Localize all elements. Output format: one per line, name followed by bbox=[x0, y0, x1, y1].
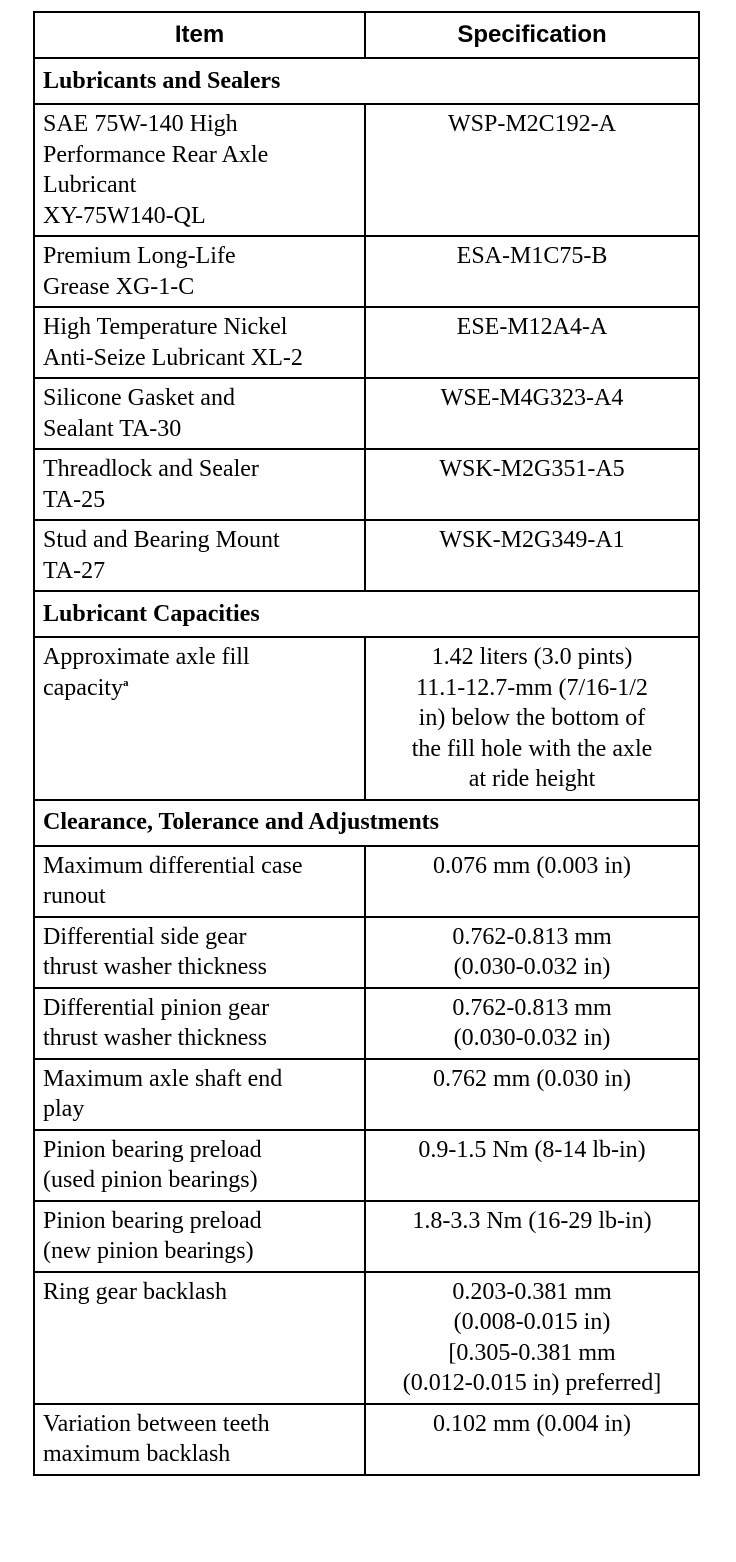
spec-line: WSP-M2C192-A bbox=[447, 111, 616, 137]
item-cell bbox=[34, 378, 365, 449]
section-row-lubricants bbox=[34, 58, 699, 104]
item-cell bbox=[34, 1059, 365, 1130]
item-line: (used pinion bearings) bbox=[43, 1167, 258, 1193]
item-line: Variation between teeth bbox=[43, 1410, 270, 1437]
spec-line: ESA-M1C75-B bbox=[456, 243, 608, 269]
spec-line: the fill hole with the axle bbox=[411, 735, 653, 762]
spec-line: 0.762-0.813 mm bbox=[452, 923, 612, 950]
spec-cell bbox=[365, 104, 699, 236]
item-line: Sealant TA-30 bbox=[43, 415, 182, 442]
spec-line: (0.030-0.032 in) bbox=[453, 1025, 611, 1051]
spec-line: (0.030-0.032 in) bbox=[453, 954, 611, 980]
footnote-marker: a bbox=[122, 676, 129, 689]
spec-cell bbox=[365, 1201, 699, 1272]
item-cell bbox=[34, 520, 365, 591]
item-cell bbox=[34, 1201, 365, 1272]
table-row bbox=[34, 637, 699, 800]
table-row bbox=[34, 307, 699, 378]
item-line: Maximum differential case bbox=[43, 852, 303, 879]
spec-cell bbox=[365, 917, 699, 988]
item-line: Pinion bearing preload bbox=[43, 1207, 262, 1234]
table-row bbox=[34, 846, 699, 917]
spec-cell bbox=[365, 1059, 699, 1130]
item-line: Performance Rear Axle bbox=[43, 141, 269, 168]
item-line: Differential pinion gear bbox=[43, 994, 270, 1021]
spec-cell bbox=[365, 520, 699, 591]
spec-cell bbox=[365, 378, 699, 449]
item-line: thrust washer thickness bbox=[43, 1025, 267, 1051]
section-heading: Clearance, Tolerance and Adjustments bbox=[34, 800, 699, 846]
spec-cell bbox=[365, 988, 699, 1059]
spec-cell bbox=[365, 1404, 699, 1475]
spec-line: 1.8-3.3 Nm (16-29 lb-in) bbox=[412, 1207, 652, 1234]
table-row bbox=[34, 1130, 699, 1201]
table-row bbox=[34, 520, 699, 591]
column-header-specification: Specification bbox=[365, 12, 699, 58]
spec-line: ESE-M12A4-A bbox=[456, 314, 608, 340]
spec-line: 0.102 mm (0.004 in) bbox=[433, 1410, 631, 1437]
table-row bbox=[34, 449, 699, 520]
item-line: play bbox=[43, 1096, 85, 1122]
spec-line: WSK-M2G351-A5 bbox=[439, 456, 625, 482]
spec-line: at ride height bbox=[468, 766, 596, 792]
table-row bbox=[34, 1404, 699, 1475]
spec-line: 0.762-0.813 mm bbox=[452, 994, 612, 1021]
section-heading: Lubricant Capacities bbox=[34, 591, 699, 637]
item-line: TA-25 bbox=[43, 486, 106, 513]
item-cell bbox=[34, 1404, 365, 1475]
item-cell bbox=[34, 1272, 365, 1404]
table-row bbox=[34, 1059, 699, 1130]
item-line: Silicone Gasket and bbox=[43, 385, 235, 411]
item-cell bbox=[34, 917, 365, 988]
item-line: TA-27 bbox=[43, 557, 106, 584]
item-cell bbox=[34, 846, 365, 917]
spec-line: (0.012-0.015 in) preferred] bbox=[402, 1370, 662, 1396]
spec-line: WSK-M2G349-A1 bbox=[439, 527, 625, 553]
section-row-capacities bbox=[34, 591, 699, 637]
table-row bbox=[34, 1201, 699, 1272]
item-line: Stud and Bearing Mount bbox=[43, 527, 280, 553]
item-cell bbox=[34, 449, 365, 520]
item-line: High Temperature Nickel bbox=[43, 314, 288, 340]
item-line: (new pinion bearings) bbox=[43, 1238, 254, 1264]
item-cell bbox=[34, 104, 365, 236]
table-row bbox=[34, 917, 699, 988]
spec-line: 0.9-1.5 Nm (8-14 lb-in) bbox=[418, 1136, 646, 1163]
spec-line: 0.203-0.381 mm bbox=[452, 1278, 612, 1305]
section-heading: Lubricants and Sealers bbox=[34, 58, 699, 104]
spec-cell bbox=[365, 1130, 699, 1201]
spec-line: [0.305-0.381 mm bbox=[448, 1339, 616, 1366]
item-line: Differential side gear bbox=[43, 923, 247, 950]
specification-table bbox=[33, 11, 700, 1476]
spec-line: 0.076 mm (0.003 in) bbox=[433, 852, 631, 879]
item-line: XY-75W140-QL bbox=[43, 202, 206, 229]
item-line: Grease XG-1-C bbox=[43, 273, 195, 300]
item-line: Lubricant bbox=[43, 172, 137, 198]
item-cell bbox=[34, 307, 365, 378]
spec-line: 11.1-12.7-mm (7/16-1/2 bbox=[416, 674, 648, 701]
spec-cell bbox=[365, 449, 699, 520]
table-row bbox=[34, 236, 699, 307]
item-line bbox=[43, 673, 356, 704]
item-line: Anti-Seize Lubricant XL-2 bbox=[43, 344, 303, 371]
item-line: runout bbox=[43, 883, 106, 909]
table-row bbox=[34, 1272, 699, 1404]
spec-cell bbox=[365, 236, 699, 307]
spec-line: 1.42 liters (3.0 pints) bbox=[431, 644, 633, 670]
spec-line: 0.762 mm (0.030 in) bbox=[433, 1065, 631, 1092]
item-text: capacity bbox=[43, 674, 123, 701]
section-row-clearance bbox=[34, 800, 699, 846]
item-cell bbox=[34, 236, 365, 307]
item-line: maximum backlash bbox=[43, 1441, 231, 1467]
spec-cell bbox=[365, 307, 699, 378]
spec-cell bbox=[365, 1272, 699, 1404]
item-line: Ring gear backlash bbox=[43, 1278, 227, 1305]
item-cell bbox=[34, 988, 365, 1059]
spec-cell bbox=[365, 846, 699, 917]
item-line: Approximate axle fill bbox=[43, 644, 250, 670]
item-cell bbox=[34, 1130, 365, 1201]
item-line: Pinion bearing preload bbox=[43, 1136, 262, 1163]
column-header-item: Item bbox=[34, 12, 365, 58]
spec-line: WSE-M4G323-A4 bbox=[440, 385, 624, 411]
spec-line: (0.008-0.015 in) bbox=[453, 1309, 611, 1335]
item-line: SAE 75W-140 High bbox=[43, 111, 238, 137]
item-cell bbox=[34, 637, 365, 800]
table-row bbox=[34, 988, 699, 1059]
item-line: Threadlock and Sealer bbox=[43, 456, 259, 482]
spec-cell bbox=[365, 637, 699, 800]
item-line: Premium Long-Life bbox=[43, 243, 236, 269]
item-line: Maximum axle shaft end bbox=[43, 1065, 283, 1092]
table-row bbox=[34, 378, 699, 449]
item-line: thrust washer thickness bbox=[43, 954, 267, 980]
spec-line: in) below the bottom of bbox=[418, 705, 646, 731]
table-header-row bbox=[34, 12, 699, 58]
table-row bbox=[34, 104, 699, 236]
